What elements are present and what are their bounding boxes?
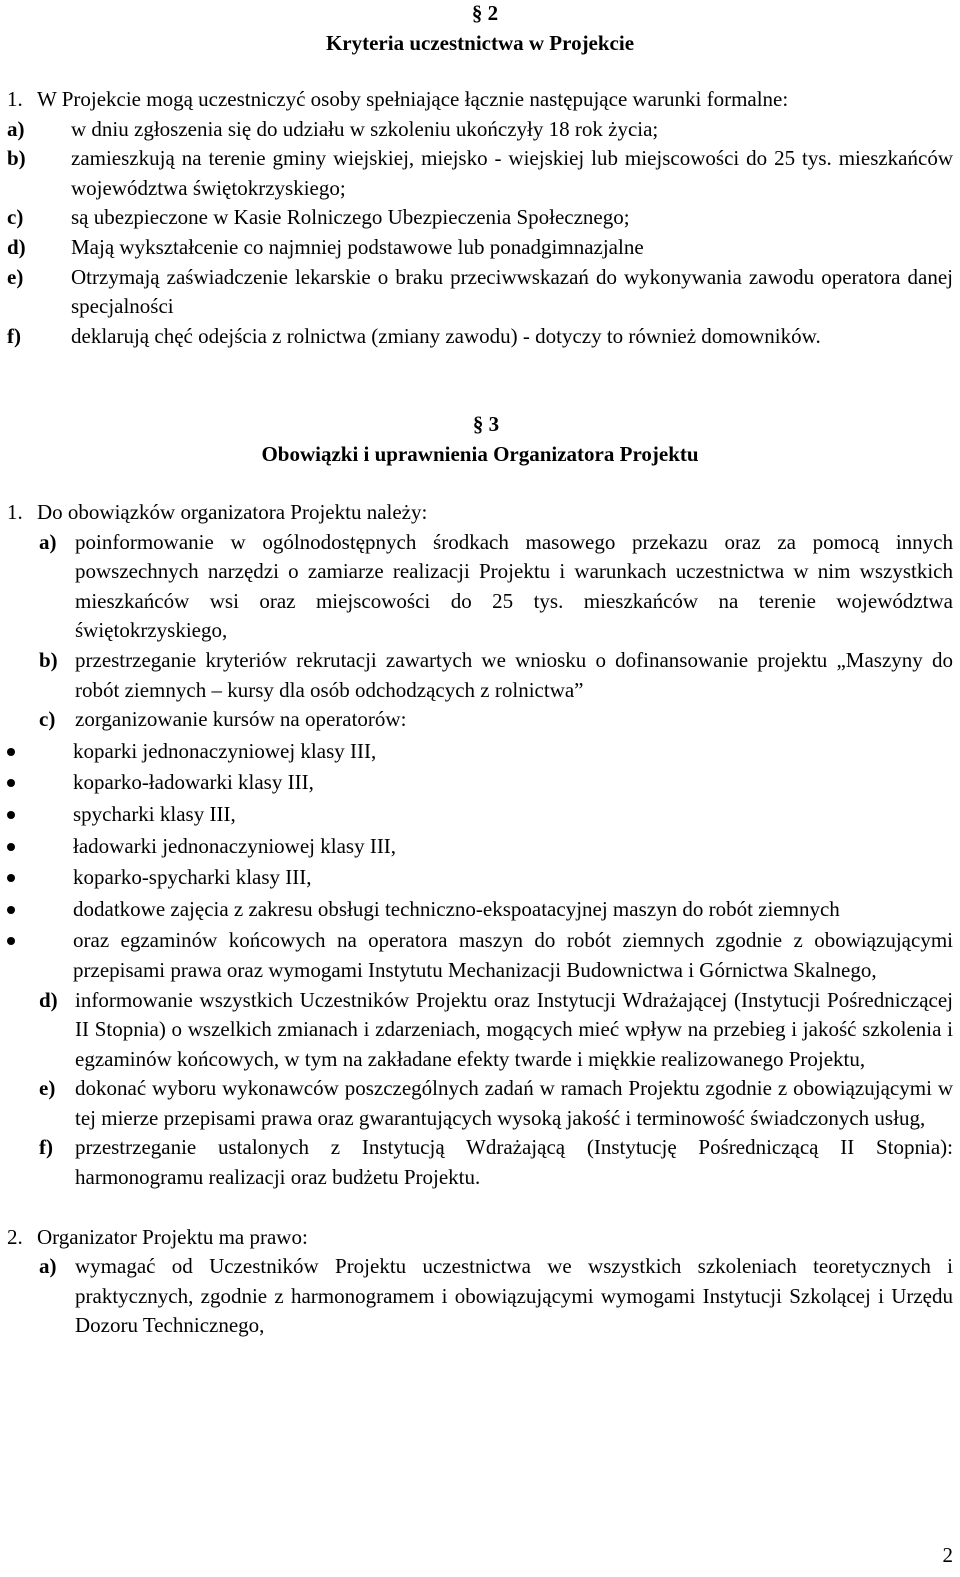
item-text: wymagać od Uczestników Projektu uczestnictwa we wszystkich szkoleniach teoretycznych i praktycznych, zgodnie z harmonogramem i obowiązującymi wymogami Instytucji Szkolącej i Urzędu Dozoru Technicznego, (75, 1254, 953, 1338)
duty-item-a (7, 528, 953, 646)
duty-item-b (7, 646, 953, 705)
page-number: 2 (942, 1543, 953, 1568)
item-label: f) (7, 323, 21, 348)
course-bullet-list (7, 737, 953, 986)
bullet-icon (7, 748, 15, 756)
bullet-icon (7, 811, 15, 819)
item-text: przestrzeganie ustalonych z Instytucją Wdrażającą (Instytucję Pośredniczącą II Stopnia): harmonogramu realizacji oraz budżetu Projektu. (75, 1135, 953, 1190)
section-2-point-1 (7, 85, 953, 115)
item-label: f) (39, 1135, 53, 1160)
item-text: Mają wykształcenie co najmniej podstawowe lub ponadgimnazjalne (71, 234, 644, 259)
item-text: dokonać wyboru wykonawców poszczególnych zadań w ramach Projektu zgodnie z obowiązującymi w tej mierze przepisami prawa oraz gwarantujących wysoką jakość i terminowość świadczonych usług, (75, 1076, 953, 1130)
section-3-header (0, 409, 960, 469)
item-label: a) (7, 116, 25, 141)
criteria-item-e (7, 263, 953, 322)
bullet-text: koparki jednonaczyniowej klasy III, (73, 738, 377, 763)
bullet-icon (7, 779, 15, 787)
course-bullet-item (7, 832, 953, 862)
section-2-title: Kryteria uczestnictwa w Projekcie (325, 31, 635, 55)
course-bullet-item (7, 926, 953, 985)
item-text: zorganizowanie kursów na operatorów: (75, 707, 407, 732)
item-label: c) (7, 205, 24, 230)
point-text: Do obowiązków organizatora Projektu należy: (37, 500, 428, 524)
item-label: d) (39, 987, 58, 1012)
section-2-number: § 2 (471, 1, 499, 25)
section-3-number: § 3 (472, 412, 500, 436)
criteria-item-f (7, 322, 953, 352)
point-text: W Projekcie mogą uczestniczyć osoby spełniające łącznie następujące warunki formalne: (37, 87, 789, 111)
bullet-text: koparko-ładowarki klasy III, (73, 770, 314, 795)
duty-item-f (7, 1133, 953, 1192)
bullet-text: koparko-spycharki klasy III, (73, 865, 312, 890)
point-number: 2. (7, 1224, 23, 1249)
item-text: w dniu zgłoszenia się do udziału w szkoleniu ukończyły 18 rok życia; (71, 116, 659, 141)
bullet-icon (7, 843, 15, 851)
item-text: poinformowanie w ogólnodostępnych środkach masowego przekazu oraz za pomocą innych powszechnych narzędzi o zamiarze realizacji Projektu i warunkach uczestnictwa w nim wszystkich mieszkańców wsi oraz miejscowości do 25 tys. mieszkańców na terenie województwa świętokrzyskiego, (75, 529, 953, 643)
course-bullet-item (7, 895, 953, 925)
item-text: deklarują chęć odejścia z rolnictwa (zmiany zawodu) - dotyczy to również domowników. (71, 323, 821, 348)
criteria-item-a (7, 115, 953, 145)
item-label: e) (39, 1076, 56, 1101)
item-text: informowanie wszystkich Uczestników Projektu oraz Instytucji Wdrażającej (Instytucji Pośredniczącej II Stopnia) o wszelkich zmianach i zdarzeniach, mogących mieć wpływ na przebieg i jakość szkolenia i egzaminów końcowych, w tym na zakładane efekty twarde i miękkie realizowanego Projektu, (75, 987, 953, 1071)
item-text: przestrzeganie kryteriów rekrutacji zawartych we wniosku o dofinansowanie projektu „Maszyny do robót ziemnych – kursy dla osób odchodzących z rolnictwa” (75, 647, 953, 702)
course-bullet-item (7, 768, 953, 798)
course-bullet-item (7, 800, 953, 830)
right-item-a (7, 1252, 953, 1341)
item-label: a) (39, 529, 57, 554)
item-label: a) (39, 1254, 57, 1279)
item-text: Otrzymają zaświadczenie lekarskie o braku przeciwwskazań do wykonywania zawodu operatora danej specjalności (71, 264, 953, 319)
criteria-item-d (7, 233, 953, 263)
point-number: 1. (7, 87, 23, 111)
item-label: c) (39, 707, 56, 732)
item-label: d) (7, 234, 26, 259)
bullet-text: spycharki klasy III, (73, 801, 236, 826)
item-text: zamieszkują na terenie gminy wiejskiej, miejsko - wiejskiej lub miejscowości do 25 tys. mieszkańców województwa świętokrzyskiego; (71, 146, 953, 200)
point-text: Organizator Projektu ma prawo: (37, 1224, 308, 1249)
duty-item-c (7, 705, 953, 735)
item-text: są ubezpieczone w Kasie Rolniczego Ubezpieczenia Społecznego; (71, 205, 630, 230)
duty-item-d (7, 986, 953, 1075)
bullet-icon (7, 874, 15, 882)
item-label: b) (39, 647, 58, 672)
section-3-title: Obowiązki i uprawnienia Organizatora Projektu (261, 442, 699, 466)
item-label: e) (7, 264, 24, 289)
duty-item-e (7, 1074, 953, 1133)
bullet-icon (7, 937, 15, 945)
section-2-body (7, 85, 953, 351)
bullet-text: oraz egzaminów końcowych na operatora maszyn do robót ziemnych zgodnie z obowiązującymi przepisami prawa oraz wymogami Instytutu Mechanizacji Budownictwa i Górnictwa Skalnego, (73, 928, 953, 982)
criteria-item-b (7, 144, 953, 203)
criteria-item-c (7, 203, 953, 233)
section-3-point-1 (7, 498, 953, 528)
section-2-header (0, 0, 960, 58)
section-3-point-2 (7, 1223, 953, 1253)
course-bullet-item (7, 737, 953, 767)
bullet-text: dodatkowe zajęcia z zakresu obsługi techniczno-ekspoatacyjnej maszyn do robót ziemnych (73, 896, 840, 921)
course-bullet-item (7, 863, 953, 893)
bullet-text: ładowarki jednonaczyniowej klasy III, (73, 833, 397, 858)
section-3-body (7, 498, 953, 1341)
bullet-icon (7, 906, 15, 914)
item-label: b) (7, 146, 26, 171)
point-number: 1. (7, 500, 23, 524)
